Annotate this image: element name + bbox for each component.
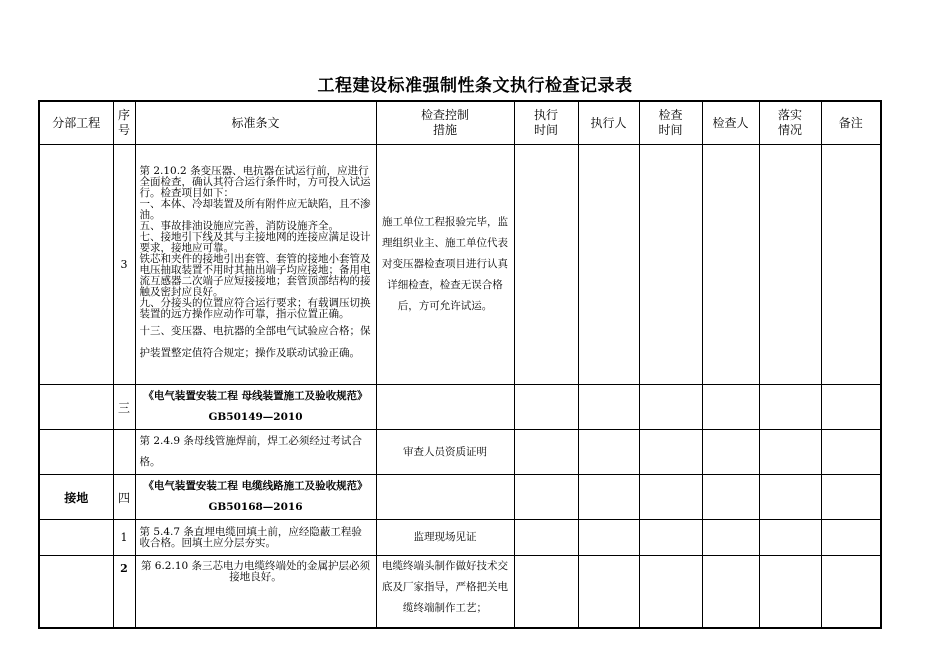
clause-text-wide: 十三、变压器、电抗器的全部电气试验应合格；保护装置整定值符合规定；操作及联动试验正确。 (139, 324, 371, 359)
header-executor: 执行人 (578, 101, 639, 145)
seq-cell: 1 (113, 520, 135, 556)
division-cell (39, 145, 113, 385)
header-check-time: 检查 时间 (639, 101, 702, 145)
inspection-record-table (38, 100, 882, 629)
clause-cell: 第 6.2.10 条三芯电力电缆终端处的金属护层必须接地良好。 (135, 556, 376, 628)
table-row (39, 430, 881, 475)
header-seq: 序 号 (113, 101, 135, 145)
seq-cell: 三 (113, 385, 135, 430)
clause-cell: 《电气装置安装工程 母线装置施工及验收规范》GB50149—2010 (135, 385, 376, 430)
table-row (39, 520, 881, 556)
header-implementation: 落实 情况 (759, 101, 821, 145)
seq-cell: 2 (113, 556, 135, 628)
header-inspector: 检查人 (702, 101, 759, 145)
seq-cell: 3 (113, 145, 135, 385)
header-control: 检查控制 措施 (376, 101, 514, 145)
table-row (39, 385, 881, 430)
header-division: 分部工程 (39, 101, 113, 145)
control-cell: 施工单位工程报验完毕，监理组织业主、施工单位代表对变压器检查项目进行认真详细检查，检查无误合格后，方可允许试运。 (376, 145, 514, 385)
seq-cell: 四 (113, 475, 135, 520)
header-clause: 标准条文 (135, 101, 376, 145)
table-row (39, 145, 881, 385)
table-row (39, 556, 881, 628)
control-cell: 审查人员资质证明 (376, 430, 514, 475)
header-exec-time: 执行 时间 (514, 101, 578, 145)
control-cell: 电缆终端头制作做好技术交底及厂家指导，严格把关电缆终端制作工艺； (376, 556, 514, 628)
control-cell: 监理现场见证 (376, 520, 514, 556)
clause-cell: 《电气装置安装工程 电缆线路施工及验收规范》GB50168—2016 (135, 475, 376, 520)
clause-cell: 第 2.4.9 条母线管施焊前，焊工必须经过考试合格。 (135, 430, 376, 475)
clause-cell (135, 145, 376, 385)
header-remarks: 备注 (821, 101, 881, 145)
table-row (39, 475, 881, 520)
clause-cell: 第 5.4.7 条直埋电缆回填土前，应经隐蔽工程验收合格。回填土应分层夯实。 (135, 520, 376, 556)
page-title: 工程建设标准强制性条文执行检查记录表 (317, 76, 633, 96)
header-row (39, 101, 881, 145)
clause-text: 第 2.10.2 条变压器、电抗器在试运行前，应进行全面检查，确认其符合运行条件时，方可投入试运行。检查项目如下： 一、本体、冷却装置及所有附件应无缺陷，且不渗油。 五、事故排油设施应完善，消防设施齐全。 七、接地引下线及其与主接地网的连接应满足设计要求，接地应可靠。 铁芯和夹件的接地引出套管、套管的接地小套管及电压抽取装置不用时其抽出端子均应接地；备用电流互感器二次端子应短接接地；套管顶部结构的接触及密封应良好。 九、分接头的位置应符合运行要求；有载调压切换装置的远方操作应动作可靠，指示位置正确。 (139, 164, 371, 320)
division-cell: 接地 (39, 475, 113, 520)
